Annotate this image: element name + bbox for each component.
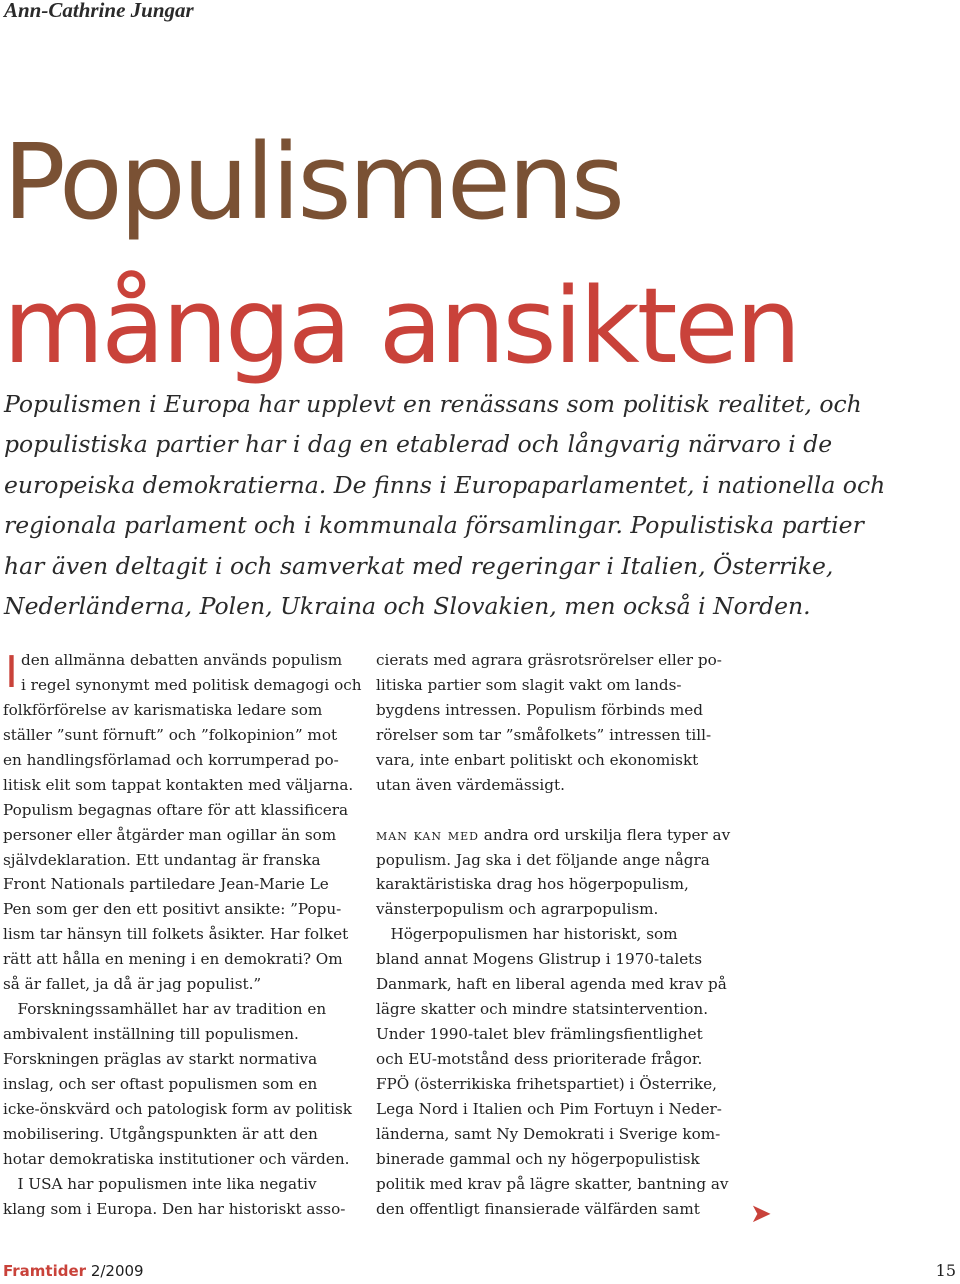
body-line: den allmänna debatten används populism [21,651,343,669]
body-line: den offentligt finansierade välfärden samt [376,1199,700,1218]
body-line: i regel synonymt med politisk demagogi och [21,675,362,694]
body-line: så är fallet, ja då är jag populist.” [3,975,262,994]
lede-paragraph [4,384,954,626]
lede-line: regionala parlament och i kommunala församlingar. Populistiska partier [4,511,864,540]
body-line: Forskningssamhället har av tradition en [3,1000,327,1019]
page-number: 15 [935,1261,956,1280]
footer-magazine [3,1262,144,1280]
lead-in-rest: andra ord urskilja flera typer av [478,825,731,844]
drop-cap: I [5,647,18,698]
continue-arrow-icon: ➤ [750,1199,772,1229]
body-line: populism. Jag ska i det följande ange några [376,850,710,869]
body-line: binerade gammal och ny högerpopulistisk [376,1149,700,1168]
body-line: Danmark, haft en liberal agenda med krav på [376,975,727,994]
drop-cap-block [3,647,362,698]
paragraph-gap [376,798,728,823]
lead-in-small-caps: man kan med [376,825,479,844]
lede-line: Nederländerna, Polen, Ukraina och Slovakien, men också i Norden. [4,592,811,621]
body-column-right [376,648,731,1222]
body-line: inslag, och ser oftast populismen som en [3,1074,318,1093]
author-name: Ann-Cathrine Jungar [4,0,194,22]
body-line: FPÖ (österrikiska frihetspartiet) i Österrike, [376,1074,717,1093]
issue-number: 2/2009 [86,1262,144,1280]
lede-line: europeiska demokratierna. De finns i Europaparlamentet, i nationella och [4,470,886,499]
body-line: rätt att hålla en mening i en demokrati? Om [3,950,343,969]
body-line: Högerpopulismen har historiskt, som [376,925,678,944]
body-line: Populism begagnas oftare för att klassificera [3,800,349,819]
body-line: bygdens intressen. Populism förbinds med [376,700,703,719]
body-line: folkförförelse av karismatiska ledare som [3,700,323,719]
body-line: I USA har populismen inte lika negativ [3,1174,317,1193]
body-line: lism tar hänsyn till folkets åsikter. Har folket [3,925,349,944]
title-line-1: Populismens [3,121,622,243]
section-lead-line [376,823,731,848]
body-line: karaktäristiska drag hos högerpopulism, [376,875,689,894]
magazine-name: Framtider [3,1262,87,1280]
body-line: och EU-motstånd dess prioriterade frågor. [376,1050,703,1068]
body-line: klang som i Europa. Den har historiskt asso- [3,1199,346,1218]
body-line: självdeklaration. Ett undantag är franska [3,850,321,869]
body-column-left [3,647,362,1222]
body-line: Pen som ger den ett positivt ansikte: ”Popu- [3,900,342,919]
body-line: ambivalent inställning till populismen. [3,1025,299,1044]
body-line: länderna, samt Ny Demokrati i Sverige kom- [376,1124,721,1143]
body-line: rörelser som tar ”småfolkets” intressen till- [376,725,712,744]
title-line-2: många ansikten [3,265,799,387]
body-line: hotar demokratiska institutioner och värden. [3,1149,350,1168]
body-line: litisk elit som tappat kontakten med väljarna. [3,775,354,794]
body-line: Front Nationals partiledare Jean-Marie Le [3,875,329,894]
lede-line: har även deltagit i och samverkat med regeringar i Italien, Österrike, [4,551,834,580]
body-line: cierats med agrara gräsrotsrörelser eller po- [376,651,722,669]
body-line: utan även värdemässigt. [376,775,565,794]
body-line: mobilisering. Utgångspunkten är att den [3,1124,318,1143]
body-line: Under 1990-talet blev främlingsfientlighet [376,1025,703,1044]
lede-line: Populismen i Europa har upplevt en renässans som politisk realitet, och [4,390,862,418]
body-line: personer eller åtgärder man ogillar än som [3,825,337,844]
body-line: Forskningen präglas av starkt normativa [3,1050,318,1069]
body-line: bland annat Mogens Glistrup i 1970-talets [376,950,703,969]
body-line: vänsterpopulism och agrarpopulism. [376,900,659,919]
body-line: Lega Nord i Italien och Pim Fortuyn i Neder- [376,1099,722,1118]
body-line: vara, inte enbart politiskt och ekonomiskt [376,750,699,769]
body-line: en handlingsförlamad och korrumperad po- [3,750,339,769]
body-line: ställer ”sunt förnuft” och ”folkopinion” mot [3,725,338,744]
body-line: litiska partier som slagit vakt om lands- [376,675,682,694]
body-line: icke-önskvärd och patologisk form av politisk [3,1099,352,1118]
article-title [3,110,798,398]
body-line: politik med krav på lägre skatter, bantning av [376,1174,729,1193]
lede-line: populistiska partier har i dag en etablerad och långvarig närvaro i de [4,430,833,459]
body-line: lägre skatter och mindre statsintervention. [376,1000,709,1019]
